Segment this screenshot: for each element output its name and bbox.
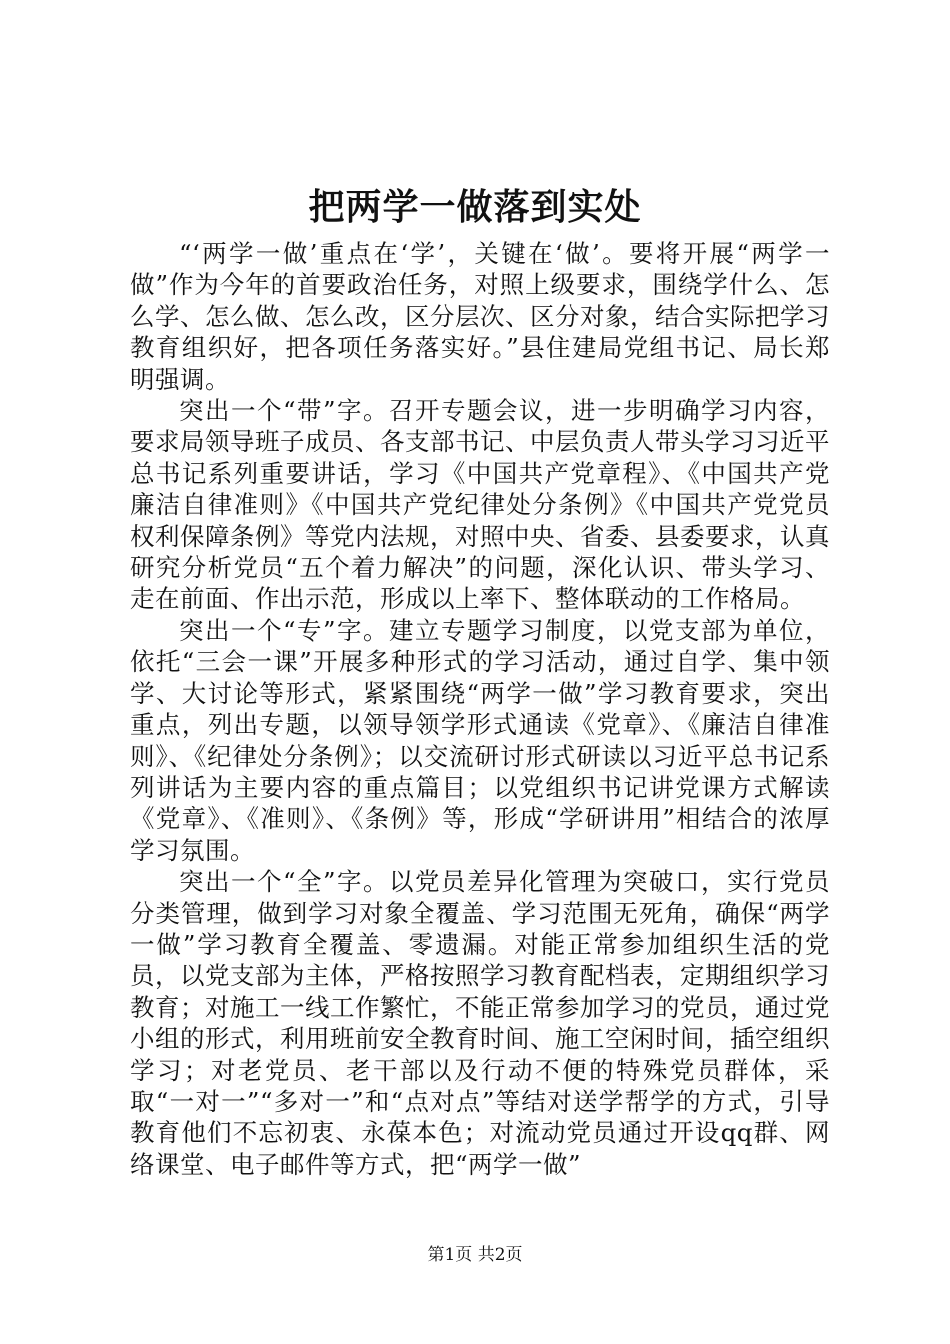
document-body — [130, 238, 830, 1180]
paragraph-quan: 突出一个“全”字。以党员差异化管理为突破口，实行党员分类管理，做到学习对象全覆盖、学习范围无死角，确保“两学一做”学习教育全覆盖、零遗漏。对能正常参加组织生活的党员，以党支部为主体，严格按照学习教育配档表，定期组织学习教育；对施工一线工作繁忙，不能正常参加学习的党员，通过党小组的形式，利用班前安全教育时间、施工空闲时间，插空组织学习；对老党员、老干部以及行动不便的特殊党员群体，采取“一对一”“多对一”和“点对点”等结对送学帮学的方式，引导教育他们不忘初衷、永葆本色；对流动党员通过开设qq群、网络课堂、电子邮件等方式，把“两学一做” — [130, 867, 830, 1179]
paragraph-intro-quote: “‘两学一做’重点在‘学’，关键在‘做’。要将开展“两学一做”作为今年的首要政治任务，对照上级要求，围绕学什么、怎么学、怎么做、怎么改，区分层次、区分对象，结合实际把学习教育组织好，把各项任务落实好。”县住建局党组书记、局长郑明强调。 — [130, 239, 830, 394]
paragraph-zhuan: 突出一个“专”字。建立专题学习制度，以党支部为单位，依托“三会一课”开展多种形式的学习活动，通过自学、集中领学、大讨论等形式，紧紧围绕“两学一做”学习教育要求，突出重点，列出专题，以领导领学形式通读《党章》、《廉洁自律准则》、《纪律处分条例》；以交流研讨形式研读以习近平总书记系列讲话为主要内容的重点篇目；以党组织书记讲党课方式解读《党章》、《准则》、《条例》等，形成“学研讲用”相结合的浓厚学习氛围。 — [130, 615, 830, 865]
paragraph-dai: 突出一个“带”字。召开专题会议，进一步明确学习内容，要求局领导班子成员、各支部书记、中层负责人带头学习习近平总书记系列重要讲话，学习《中国共产党章程》、《中国共产党廉洁自律准则》《中国共产党纪律处分条例》《中国共产党党员权利保障条例》等党内法规，对照中央、省委、县委要求，认真研究分析党员“五个着力解决”的问题，深化认识、带头学习、走在前面、作出示范，形成以上率下、整体联动的工作格局。 — [130, 396, 830, 614]
document-title: 把两学一做落到实处 — [308, 186, 642, 228]
page-number-footer: 第1页 共2页 — [427, 1245, 523, 1265]
